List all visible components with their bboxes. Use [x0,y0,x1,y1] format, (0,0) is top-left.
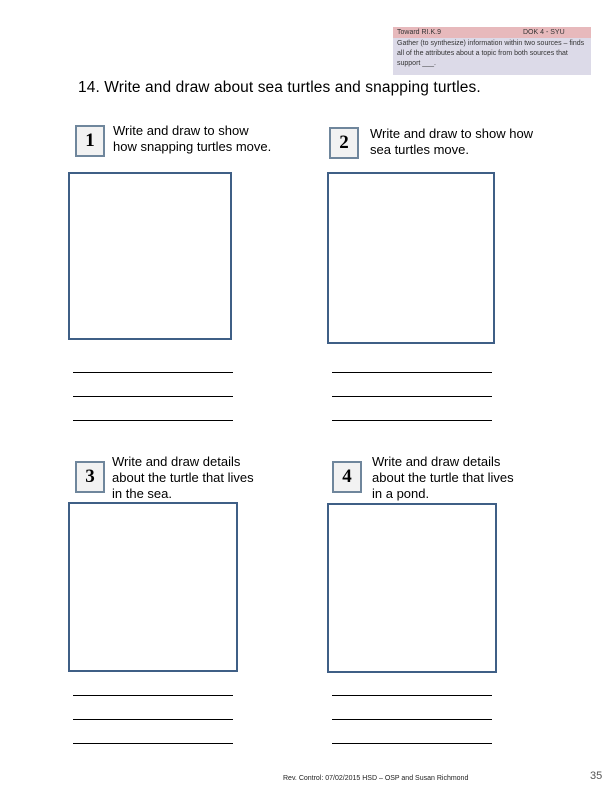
drawing-box-2[interactable] [327,172,495,344]
writing-line-2a[interactable] [332,372,492,373]
panel-prompt-4: Write and draw details about the turtle that lives in a pond. [372,454,514,501]
writing-line-2b[interactable] [332,396,492,397]
panel-prompt-1: Write and draw to show how snapping turtles move. [113,123,272,154]
panel-number-2: 2 [329,127,359,159]
writing-line-3a[interactable] [73,695,233,696]
writing-line-3b[interactable] [73,719,233,720]
question-title: 14. Write and draw about sea turtles and snapping turtles. [78,79,481,96]
writing-line-1b[interactable] [73,396,233,397]
panel-prompt-3: Write and draw details about the turtle that lives in the sea. [112,454,254,501]
drawing-box-3[interactable] [68,502,238,672]
panel-number-3: 3 [75,461,105,493]
writing-line-1a[interactable] [73,372,233,373]
revision-control: Rev. Control: 07/02/2015 HSD – OSP and Susan Richmond [283,775,469,782]
writing-line-1c[interactable] [73,420,233,421]
standards-description: Gather (to synthesize) information within two sources – finds all of the attributes about a topic from both sources that support ___. [393,38,591,75]
page-number: 35 [590,770,603,782]
writing-line-4c[interactable] [332,743,492,744]
panel-number-4: 4 [332,461,362,493]
standards-box [393,27,591,75]
drawing-box-4[interactable] [327,503,497,673]
panel-number-1: 1 [75,125,105,157]
standards-code: Toward RI.K.9 [397,29,441,36]
standards-header [393,27,591,38]
dok-level: DOK 4 - SYU [523,29,565,36]
writing-line-2c[interactable] [332,420,492,421]
writing-line-3c[interactable] [73,743,233,744]
writing-line-4b[interactable] [332,719,492,720]
writing-line-4a[interactable] [332,695,492,696]
panel-prompt-2: Write and draw to show how sea turtles move. [370,126,534,157]
drawing-box-1[interactable] [68,172,232,340]
